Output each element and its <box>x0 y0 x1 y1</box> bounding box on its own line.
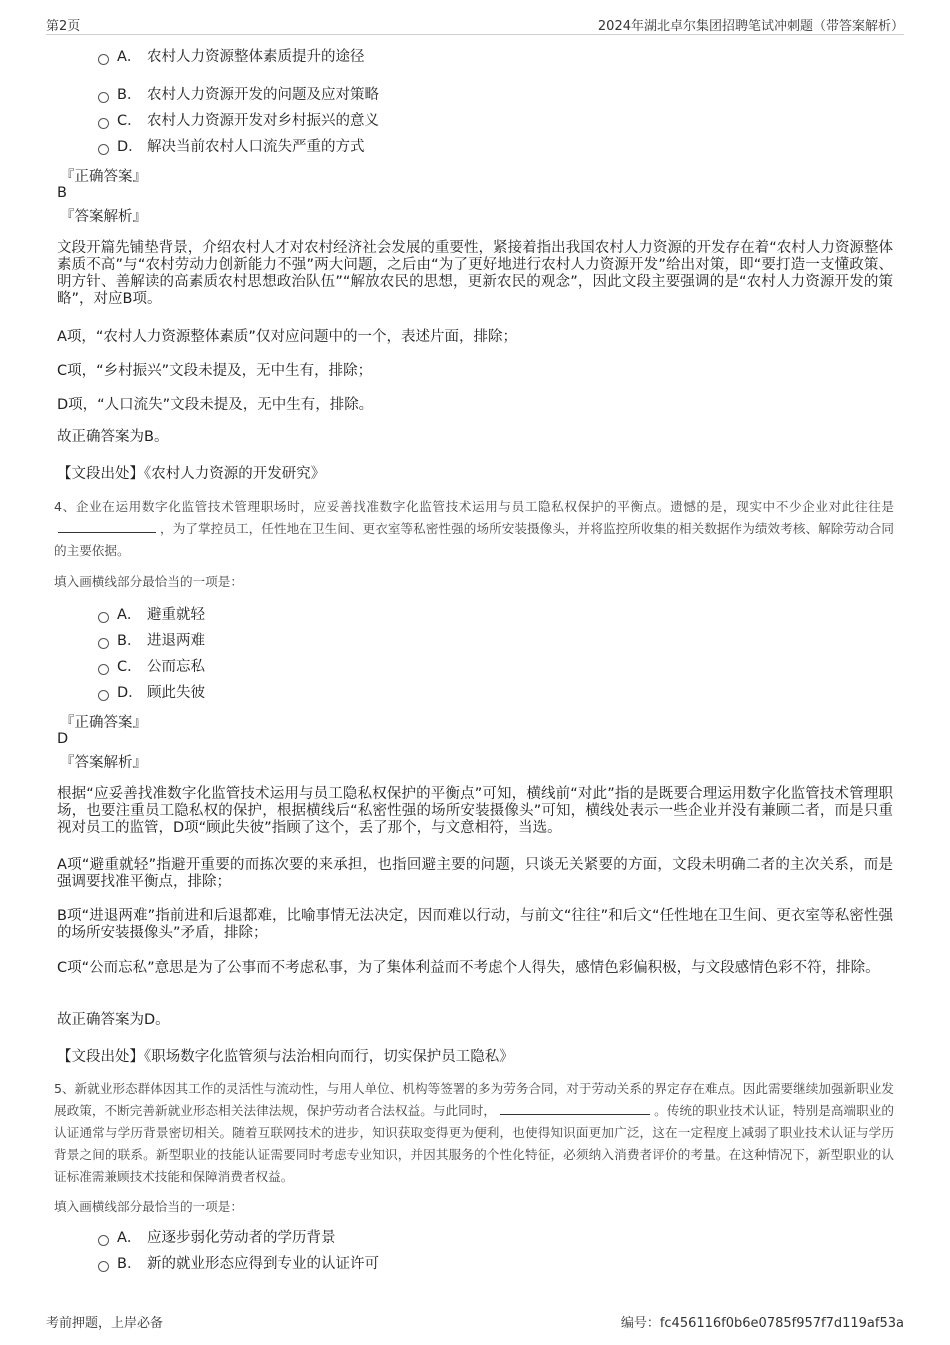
q4-conclusion: 故正确答案为D。 <box>57 1012 170 1028</box>
radio-icon[interactable] <box>98 1235 109 1246</box>
q4-stem: 4、企业在运用数字化监管技术管理职场时，应妥善找准数字化监管技术运用与员工隐私权保护的平衡点。遗憾的是，现实中不少企业对此往往是，为了掌控员工，任性地在卫生间、更衣室等私密性强的场所安装摄像头，并将监控所收集的相关数据作为绩效考核、解除劳动合同的主要依据。 <box>54 499 894 558</box>
radio-icon[interactable] <box>98 1261 109 1272</box>
q4-option-d[interactable]: D． 顾此失彼 <box>98 683 205 703</box>
q5-option-b[interactable]: B． 新的就业形态应得到专业的认证许可 <box>98 1254 379 1274</box>
q4-answer-label: 『正确答案』 <box>60 715 147 731</box>
q5-option-a[interactable]: A． 应逐步弱化劳动者的学历背景 <box>98 1228 336 1248</box>
q3-source: 【文段出处】《农村人力资源的开发研究》 <box>57 466 326 482</box>
page-number: 第2页 <box>46 19 81 34</box>
q4-option-c[interactable]: C． 公而忘私 <box>98 657 205 677</box>
q4-analysis-option-a: A项“避重就轻”指避开重要的而拣次要的来承担，也指回避主要的问题，只谈无关紧要的方面，文段未明确二者的主次关系，而是强调要找准平衡点，排除； <box>57 857 893 890</box>
q3-analysis-label: 『答案解析』 <box>60 209 147 225</box>
footer-slogan: 考前押题，上岸必备 <box>46 1316 164 1331</box>
q3-analysis-paragraph: 文段开篇先铺垫背景，介绍农村人才对农村经济社会发展的重要性，紧接着指出我国农村人力资源的开发存在着“农村人力资源整体素质不高”与“农村劳动力创新能力不强”两大问题，之后由“为了更好地进行农村人力资源开发”给出对策，即“要打造一支懂政策、明方针、善解读的高素质农村思想政治队伍”“解放农民的思想，更新农民的观念”，因此文段主要强调的是“农村人力资源开发的策略”，对应B项。 <box>57 240 893 307</box>
document-title: 2024年湖北卓尔集团招聘笔试冲刺题（带答案解析） <box>597 19 904 34</box>
q3-option-c[interactable]: C． 农村人力资源开发对乡村振兴的意义 <box>98 111 379 131</box>
radio-icon[interactable] <box>98 612 109 623</box>
q4-option-a[interactable]: A． 避重就轻 <box>98 605 205 625</box>
radio-icon[interactable] <box>98 144 109 155</box>
q4-analysis-label: 『答案解析』 <box>60 755 147 771</box>
q4-analysis-paragraph: 根据“应妥善找准数字化监管技术运用与员工隐私权保护的平衡点”可知，横线前“对此”指的是既要合理运用数字化监管技术管理职场，也要注重员工隐私权的保护，根据横线后“私密性强的场所安装摄像头”可知，横线处表示一些企业并没有兼顾二者，而是只重视对员工的监管，D项“顾此失彼”指顾了这个，丢了那个，与文意相符，当选。 <box>57 786 893 836</box>
radio-icon[interactable] <box>98 92 109 103</box>
q4-answer: D <box>57 731 69 747</box>
radio-icon[interactable] <box>98 664 109 675</box>
q3-analysis-option-d: D项，“人口流失”文段未提及，无中生有，排除。 <box>57 397 374 413</box>
q3-option-d[interactable]: D． 解决当前农村人口流失严重的方式 <box>98 137 365 157</box>
q3-option-b[interactable]: B． 农村人力资源开发的问题及应对策略 <box>98 85 379 105</box>
q4-source: 【文段出处】《职场数字化监管须与法治相向而行，切实保护员工隐私》 <box>57 1049 514 1065</box>
q3-analysis-option-c: C项，“乡村振兴”文段未提及，无中生有，排除； <box>57 363 373 379</box>
q4-option-b[interactable]: B． 进退两难 <box>98 631 205 651</box>
q5-stem: 5、新就业形态群体因其工作的灵活性与流动性，与用人单位、机构等签署的多为劳务合同，对于劳动关系的界定存在难点。因此需要继续加强新职业发展政策，不断完善新就业形态相关法律法规，保护劳动者合法权益。与此同时， 。传统的职业技术认证，特别是高端职业的认证通常与学历背景密切相关。随着互联网技术的进步，知识获取变得更为便利，也使得知识面更加广泛，这在一定程度上减弱了职业技术认证与学历背景之间的联系。新型职业的技能认证需要同时考虑专业知识，并因其服务的个性化特征，必须纳入消费者评价的考量。在这种情况下，新型职业的认证标准需兼顾技术技能和保障消费者权益。 <box>54 1081 895 1184</box>
radio-icon[interactable] <box>98 54 109 65</box>
q4-analysis-option-b: B项“进退两难”指前进和后退都难，比喻事情无法决定，因而难以行动，与前文“往往”和后文“任性地在卫生间、更衣室等私密性强的场所安装摄像头”矛盾，排除； <box>57 908 893 941</box>
q3-analysis-option-a: A项，“农村人力资源整体素质”仅对应问题中的一个，表述片面，排除； <box>57 329 517 345</box>
q4-analysis-option-c: C项“公而忘私”意思是为了公事而不考虑私事，为了集体利益而不考虑个人得失，感情色彩偏积极，与文段感情色彩不符，排除。 <box>57 960 880 976</box>
q5-blank <box>500 1102 650 1115</box>
document-id: 编号：fc456116f0b6e0785f957f7d119af53a <box>620 1316 904 1331</box>
page-header <box>46 12 904 35</box>
radio-icon[interactable] <box>98 118 109 129</box>
radio-icon[interactable] <box>98 638 109 649</box>
q5-prompt: 填入画横线部分最恰当的一项是： <box>54 1199 243 1214</box>
radio-icon[interactable] <box>98 690 109 701</box>
q3-conclusion: 故正确答案为B。 <box>57 429 169 445</box>
q3-answer: B <box>57 185 67 201</box>
q4-blank <box>58 520 156 533</box>
q3-option-a[interactable]: A． 农村人力资源整体素质提升的途径 <box>98 47 365 67</box>
q4-prompt: 填入画横线部分最恰当的一项是： <box>54 574 243 589</box>
q3-answer-label: 『正确答案』 <box>60 169 147 185</box>
